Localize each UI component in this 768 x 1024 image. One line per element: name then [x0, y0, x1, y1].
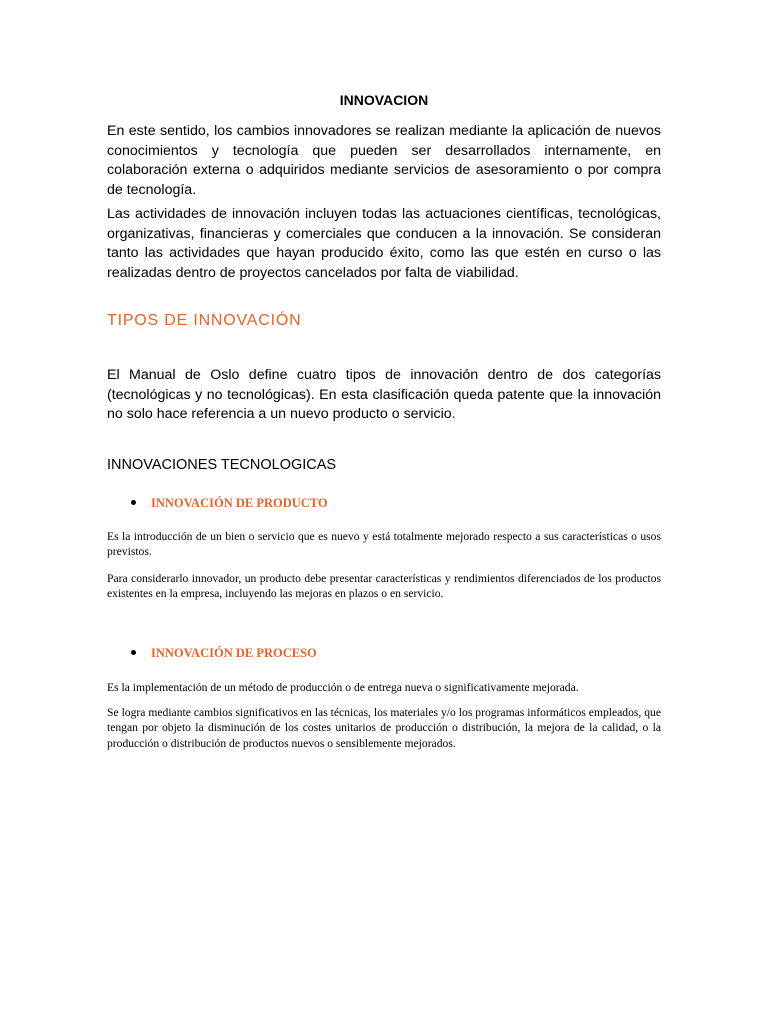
- bullet-item-process: [107, 644, 661, 662]
- page-title: INNOVACION: [339, 92, 429, 108]
- tech-innovations-heading: INNOVACIONES TECNOLOGICAS: [107, 457, 337, 473]
- bullet-icon: [131, 650, 136, 655]
- process-paragraph-2: Se logra mediante cambios significativos en las técnicas, los materiales y/o los programas informáticos empleados, que tengan por objeto la disminución de los costes unitarios de producción o distribución, la mejora de la calidad, o la producción o distribución de productos nuevos o sensiblemente mejorados.: [107, 706, 661, 750]
- process-paragraph-1: Es la implementación de un método de producción o de entrega nueva o significativamente mejorada.: [107, 681, 579, 694]
- product-paragraph-1: Es la introducción de un bien o servicio que es nuevo y está totalmente mejorado respecto a sus características o usos previstos.: [107, 530, 661, 559]
- product-paragraph-2: Para considerarlo innovador, un producto debe presentar características y rendimientos diferenciados de los productos existentes en la empresa, incluyendo las mejoras en plazos o en servicio.: [107, 572, 661, 601]
- types-paragraph: El Manual de Oslo define cuatro tipos de innovación dentro de dos categorías (tecnológicas y no tecnológicas). En esta clasificación queda patente que la innovación no solo hace referencia a un nuevo producto o servicio.: [107, 367, 661, 423]
- bullet-item-product: [107, 494, 661, 512]
- product-innovation-label: INNOVACIÓN DE PRODUCTO: [151, 496, 328, 510]
- types-heading: TIPOS DE INNOVACIÓN: [107, 312, 302, 329]
- intro-paragraph-1: En este sentido, los cambios innovadores se realizan mediante la aplicación de nuevos conocimientos y tecnología que pueden ser desarrollados internamente, en colaboración externa o adquiridos mediante servicios de asesoramiento o por compra de tecnología.: [107, 123, 661, 198]
- bullet-icon: [131, 500, 136, 505]
- intro-paragraph-2: Las actividades de innovación incluyen todas las actuaciones científicas, tecnológicas, organizativas, financieras y comerciales que conducen a la innovación. Se consideran tanto las actividades que hayan producido éxito, como las que estén en curso o las realizadas dentro de proyectos cancelados por falta de viabilidad.: [107, 206, 661, 281]
- process-innovation-label: INNOVACIÓN DE PROCESO: [151, 646, 317, 660]
